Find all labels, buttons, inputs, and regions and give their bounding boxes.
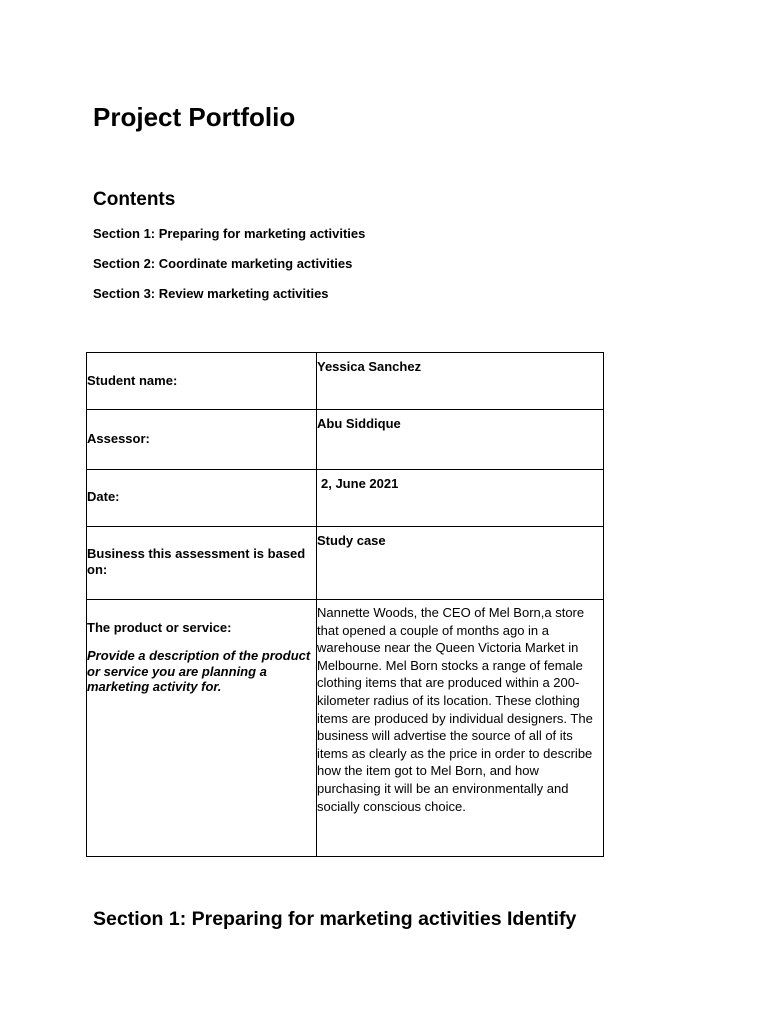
toc-item-section-3: Section 3: Review marketing activities [93, 286, 329, 301]
product-description: Nannette Woods, the CEO of Mel Born,a store that opened a couple of months ago in a warehouse near the Queen Victoria Market in Melbourne. Mel Born stocks a range of female clothing items that are produced within a 200-kilometer radius of its location. These clothing items are produced by individual designers. The business will advertise the source of all of its items as clearly as the price in order to describe how the item got to Mel Born, and how purchasing it will be an environmentally and socially conscious choice. [317, 605, 593, 814]
page-title: Project Portfolio [93, 102, 296, 132]
assessor-label-cell [87, 410, 317, 470]
table-row-assessor [87, 410, 604, 470]
table-row-date [87, 470, 604, 527]
business-value-cell [317, 527, 604, 600]
assessor-value: Abu Siddique [317, 416, 401, 431]
toc-item-section-1: Section 1: Preparing for marketing activities [93, 226, 366, 241]
table-row-student [87, 353, 604, 410]
product-label: The product or service: [87, 620, 232, 635]
student-name-value-cell [317, 353, 604, 410]
table-row-product [87, 600, 604, 857]
student-name-label: Student name: [87, 373, 178, 388]
table-row-business [87, 527, 604, 600]
section-1-heading: Section 1: Preparing for marketing activities Identify [93, 908, 577, 930]
contents-heading: Contents [93, 189, 176, 210]
business-value: Study case [317, 533, 386, 548]
toc-item-section-2: Section 2: Coordinate marketing activities [93, 256, 353, 271]
business-label-cell [87, 527, 317, 600]
date-value: 2, June 2021 [321, 476, 399, 491]
assessor-value-cell [317, 410, 604, 470]
assessment-info-table [86, 352, 604, 857]
student-name-label-cell [87, 353, 317, 410]
product-description-cell [317, 600, 604, 857]
assessor-label: Assessor: [87, 431, 150, 446]
date-label: Date: [87, 489, 120, 504]
date-label-cell [87, 470, 317, 527]
student-name-value: Yessica Sanchez [317, 359, 422, 374]
date-value-cell [317, 470, 604, 527]
product-prompt: Provide a description of the product or service you are planning a marketing activity for. [87, 648, 311, 694]
product-label-cell [87, 600, 317, 857]
business-label: Business this assessment is based on: [87, 546, 306, 577]
